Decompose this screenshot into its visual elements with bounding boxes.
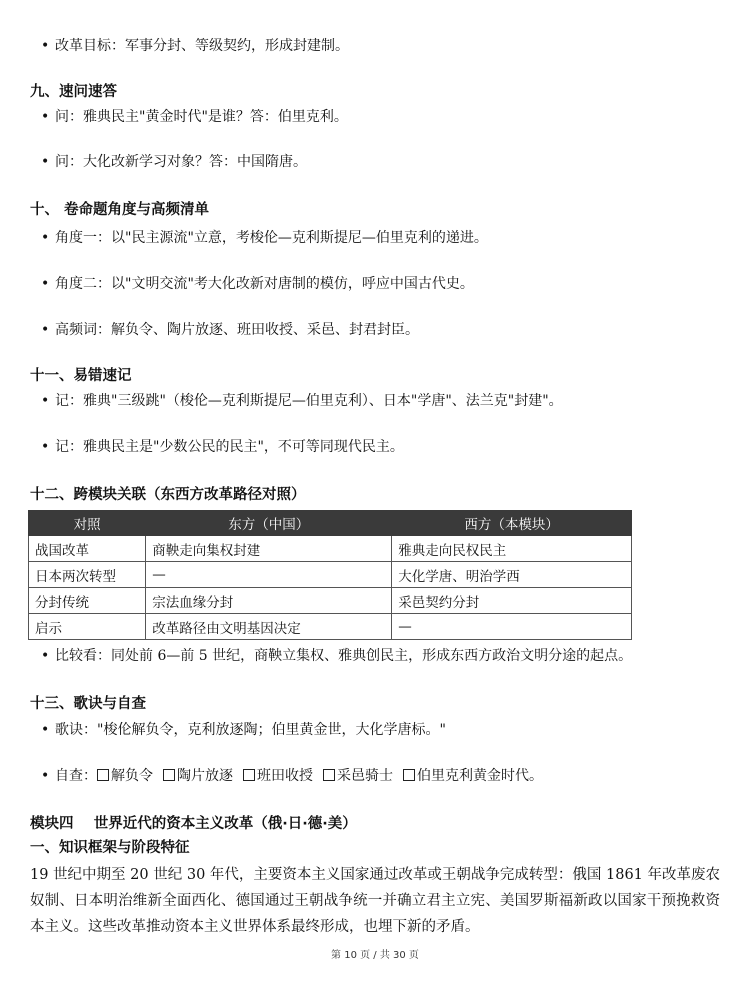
bullet-note-2: • 记：雅典民主是"少数公民的民主"，不可等同现代民主。 bbox=[55, 437, 404, 457]
table-header-cell: 西方（本模块） bbox=[392, 511, 632, 536]
bullet-reform-goal: • 改革目标：军事分封、等级契约，形成封建制。 bbox=[55, 36, 349, 56]
section-9-heading: 九、速问速答 bbox=[30, 84, 117, 100]
checkbox-label: 陶片放逐 bbox=[177, 768, 233, 784]
table-cell: 日本两次转型 bbox=[29, 562, 146, 588]
checkbox-icon[interactable] bbox=[163, 769, 175, 781]
table-row bbox=[29, 536, 632, 562]
page-number-footer: 第 10 页 / 共 30 页 bbox=[331, 950, 419, 961]
table-cell: 采邑契约分封 bbox=[392, 588, 632, 614]
section-11-heading: 十一、易错速记 bbox=[30, 368, 132, 384]
section-12-heading: 十二、跨模块关联（东西方改革路径对照） bbox=[30, 487, 306, 503]
bullet-note-1: • 记：雅典"三级跳"（梭伦—克利斯提尼—伯里克利）、日本"学唐"、法兰克"封建"。 bbox=[55, 391, 563, 411]
table-header-cell: 对照 bbox=[29, 511, 146, 536]
checkbox-label: 班田收授 bbox=[257, 768, 313, 784]
table-cell: 分封传统 bbox=[29, 588, 146, 614]
checkbox-item[interactable] bbox=[97, 768, 153, 784]
checkbox-label: 伯里克利黄金时代。 bbox=[417, 768, 543, 784]
section-13-heading: 十三、歌诀与自查 bbox=[30, 696, 146, 712]
self-check-label: 自查： bbox=[55, 768, 97, 784]
comparison-table bbox=[28, 510, 632, 640]
table-cell: — bbox=[146, 562, 392, 588]
bullet-qa-1: • 问：雅典民主"黄金时代"是谁？答：伯里克利。 bbox=[55, 107, 348, 127]
bullet-keywords: • 高频词：解负令、陶片放逐、班田收授、采邑、封君封臣。 bbox=[55, 320, 419, 340]
table-header-row bbox=[29, 511, 632, 536]
bullet-compare: • 比较看：同处前 6—前 5 世纪，商鞅立集权、雅典创民主，形成东西方政治文明分途的起点。 bbox=[55, 646, 632, 666]
checkbox-item[interactable] bbox=[163, 768, 233, 784]
checkbox-icon[interactable] bbox=[323, 769, 335, 781]
checkbox-item[interactable] bbox=[323, 768, 393, 784]
checkbox-item[interactable] bbox=[243, 768, 313, 784]
table-header-cell: 东方（中国） bbox=[146, 511, 392, 536]
table-row bbox=[29, 562, 632, 588]
module-4-subheading: 一、知识框架与阶段特征 bbox=[30, 840, 190, 856]
table-cell: — bbox=[392, 614, 632, 640]
table-cell: 大化学唐、明治学西 bbox=[392, 562, 632, 588]
bullet-self-check bbox=[55, 766, 553, 786]
table-cell: 启示 bbox=[29, 614, 146, 640]
bullet-angle-1: • 角度一：以"民主源流"立意，考梭伦—克利斯提尼—伯里克利的递进。 bbox=[55, 228, 488, 248]
bullet-rhyme: • 歌诀："梭伦解负令，克利放逐陶；伯里黄金世，大化学唐标。" bbox=[55, 720, 446, 740]
checkbox-icon[interactable] bbox=[243, 769, 255, 781]
table-cell: 改革路径由文明基因决定 bbox=[146, 614, 392, 640]
bullet-angle-2: • 角度二：以"文明交流"考大化改新对唐制的模仿，呼应中国古代史。 bbox=[55, 274, 474, 294]
bullet-qa-2: • 问：大化改新学习对象？答：中国隋唐。 bbox=[55, 152, 307, 172]
checkbox-icon[interactable] bbox=[97, 769, 109, 781]
table-cell: 雅典走向民权民主 bbox=[392, 536, 632, 562]
checkbox-label: 解负令 bbox=[111, 768, 153, 784]
checkbox-item[interactable] bbox=[403, 768, 543, 784]
checkbox-icon[interactable] bbox=[403, 769, 415, 781]
checkbox-label: 采邑骑士 bbox=[337, 768, 393, 784]
module-4-title: 模块四 世界近代的资本主义改革（俄·日·德·美） bbox=[30, 816, 357, 832]
table-cell: 商鞅走向集权封建 bbox=[146, 536, 392, 562]
table-row bbox=[29, 614, 632, 640]
table-cell: 战国改革 bbox=[29, 536, 146, 562]
module-4-paragraph: 19 世纪中期至 20 世纪 30 年代，主要资本主义国家通过改革或王朝战争完成转型：俄国 1861 年改革废农奴制、日本明治维新全面西化、德国通过王朝战争统一并确立君主立宪、美国罗斯福新政以国家干预挽救资本主义。这些改革推动资本主义世界体系最终形成，也埋下新的矛盾。 bbox=[30, 867, 721, 935]
section-10-heading: 十、 卷命题角度与高频清单 bbox=[30, 202, 210, 218]
table-cell: 宗法血缘分封 bbox=[146, 588, 392, 614]
table-row bbox=[29, 588, 632, 614]
